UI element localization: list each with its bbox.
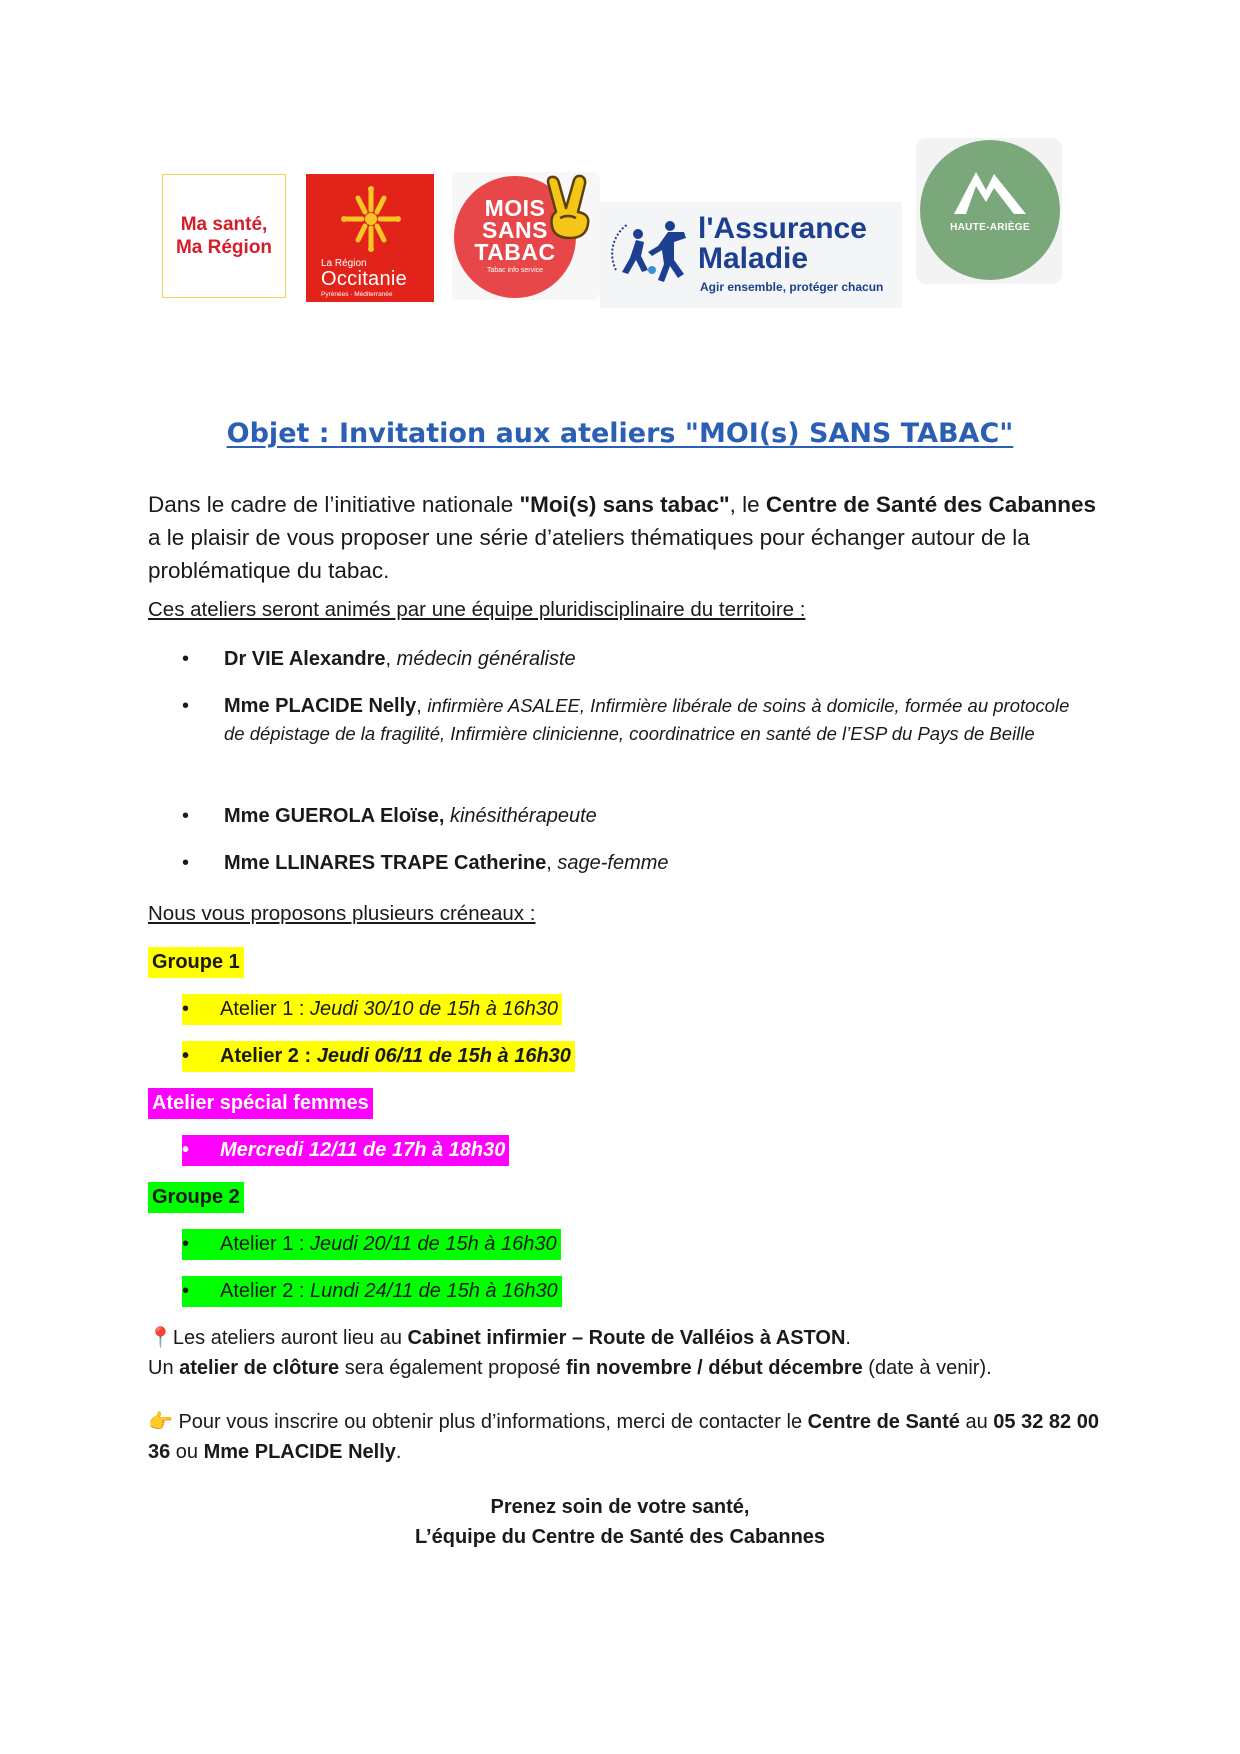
mois-line3: TABAC [474, 239, 556, 265]
team-member-role: kinésithérapeute [449, 805, 597, 827]
intro-centre-name: Centre de Santé des Cabannes [765, 492, 1097, 517]
region-occitanie-logo [306, 174, 434, 302]
bullet: • [182, 1280, 190, 1302]
bullet: • [182, 805, 190, 827]
location-text-2: . [845, 1327, 851, 1349]
haute-ariege-name: HAUTE-ARIÈGE [950, 222, 1030, 233]
separator: , [385, 648, 397, 670]
occitanie-sub: Pyrénées · Méditerranée [321, 291, 393, 298]
intro-initiative-name: "Moi(s) sans tabac" [519, 492, 730, 517]
intro-text-1: Dans le cadre de l’initiative nationale [148, 492, 520, 517]
assurance-maladie-logo [600, 202, 902, 308]
contact-person: Mme PLACIDE Nelly [203, 1441, 396, 1463]
team-heading: Ces ateliers seront animés par une équipe pluridisciplinaire du territoire : [148, 598, 806, 621]
closing-period: fin novembre / début décembre [566, 1357, 863, 1379]
team-member-role: sage-femme [557, 852, 669, 874]
group-1-atelier-1 [182, 994, 562, 1025]
ma-sante-line2: Ma Région [175, 237, 273, 258]
mountain-h-icon [950, 164, 1030, 218]
atelier-date: Jeudi 20/11 de 15h à 16h30 [310, 1233, 557, 1255]
atelier-label: Atelier 2 : [220, 1045, 317, 1067]
signature-line-2: L’équipe du Centre de Santé des Cabannes [414, 1526, 826, 1548]
ameli-line2: Maladie [698, 242, 809, 275]
team-member-role: infirmière ASALEE, Infirmière libérale de soins à domicile, formée au protocole de dépistage de la fragilité, Infirmière clinicienne, coordinatrice en santé de l’ESP du Pays de Beille [224, 695, 1070, 744]
contact-text-4: . [395, 1441, 402, 1463]
team-member-name: Mme GUEROLA Eloïse, [224, 805, 445, 827]
closing-text-1: Un [148, 1357, 180, 1379]
occitanie-name: Occitanie [321, 268, 408, 290]
contact-text-3: ou [170, 1441, 204, 1463]
ameli-line1: l'Assurance [698, 212, 867, 245]
closing-text-3: (date à venir). [862, 1357, 992, 1379]
letter-subject-title: Objet : Invitation aux ateliers "MOI(s) SANS TABAC" [226, 418, 1014, 449]
group-1-atelier-2 [182, 1041, 575, 1072]
team-member-name: Dr VIE Alexandre [224, 648, 386, 670]
group-2-atelier-2 [182, 1276, 562, 1307]
ma-sante-ma-region-logo [162, 174, 286, 298]
atelier-label: Atelier 2 : [220, 1280, 311, 1302]
contact-text-2: au [959, 1411, 994, 1433]
bullet: • [182, 998, 190, 1020]
group-2-label-row [148, 1182, 244, 1213]
bullet: • [182, 648, 190, 670]
location-address: Cabinet infirmier – Route de Valléios à ASTON [407, 1327, 846, 1349]
bullet: • [182, 852, 190, 874]
intro-text-2: , le [729, 492, 766, 517]
team-member-name: Mme LLINARES TRAPE Catherine [224, 852, 547, 874]
atelier-label: Atelier 1 : [220, 1233, 311, 1255]
bullet: • [182, 695, 190, 717]
bullet: • [182, 1139, 190, 1161]
group-1-label: Groupe 1 [148, 947, 244, 978]
ameli-title [698, 214, 867, 274]
assurance-maladie-figures-icon [608, 212, 696, 292]
partner-logos [160, 152, 1060, 312]
atelier-date: Jeudi 06/11 de 15h à 16h30 [316, 1045, 571, 1067]
signature-line-1: Prenez soin de votre santé, [490, 1496, 750, 1518]
pointing-hand-icon: 👉 [148, 1411, 173, 1433]
closing-text-2: sera également proposé [339, 1357, 566, 1379]
bullet: • [182, 1045, 190, 1067]
contact-text-1: Pour vous inscrire ou obtenir plus d’informations, merci de contacter le [172, 1411, 808, 1433]
women-workshop-label: Atelier spécial femmes [148, 1088, 373, 1119]
victory-hand-icon [540, 172, 602, 242]
mois-line2: SANS [482, 217, 548, 243]
contact-centre: Centre de Santé [807, 1411, 960, 1433]
occitanie-small: La Région [321, 258, 367, 269]
location-paragraph [148, 1323, 1108, 1383]
ma-sante-line1: Ma santé, [180, 214, 268, 235]
atelier-date: Lundi 24/11 de 15h à 16h30 [310, 1280, 558, 1302]
occitan-cross-icon [340, 184, 402, 254]
atelier-date: Mercredi 12/11 de 17h à 18h30 [220, 1139, 506, 1161]
contact-paragraph [148, 1407, 1108, 1467]
location-text-1: Les ateliers auront lieu au [172, 1327, 408, 1349]
pin-icon: 📍 [148, 1327, 173, 1349]
haute-ariege-circle [920, 140, 1060, 280]
haute-ariege-logo [916, 138, 1062, 284]
group-2-atelier-1 [182, 1229, 561, 1260]
separator: , [416, 695, 428, 717]
separator: , [546, 852, 558, 874]
intro-paragraph [148, 488, 1098, 587]
mois-line1: MOIS [484, 195, 546, 221]
mois-sans-tabac-logo [452, 172, 600, 300]
atelier-date: Jeudi 30/10 de 15h à 16h30 [310, 998, 559, 1020]
intro-text-3: a le plaisir de vous proposer une série d’ateliers thématiques pour échanger autour de la problématique du tabac. [148, 525, 1030, 583]
women-workshop-label-row [148, 1088, 373, 1119]
group-1-label-row [148, 947, 244, 978]
slots-heading: Nous vous proposons plusieurs créneaux : [148, 902, 536, 925]
ameli-tagline: Agir ensemble, protéger chacun [700, 280, 884, 294]
team-member-role: médecin généraliste [396, 648, 576, 670]
women-workshop-slot [182, 1135, 509, 1166]
group-2-label: Groupe 2 [148, 1182, 244, 1213]
contact-phone: 05 32 82 00 36 [148, 1411, 1099, 1463]
mois-small: Tabac info service [486, 267, 544, 274]
team-member-name: Mme PLACIDE Nelly [224, 695, 417, 717]
closing-workshop: atelier de clôture [179, 1357, 340, 1379]
bullet: • [182, 1233, 190, 1255]
atelier-label: Atelier 1 : [220, 998, 311, 1020]
